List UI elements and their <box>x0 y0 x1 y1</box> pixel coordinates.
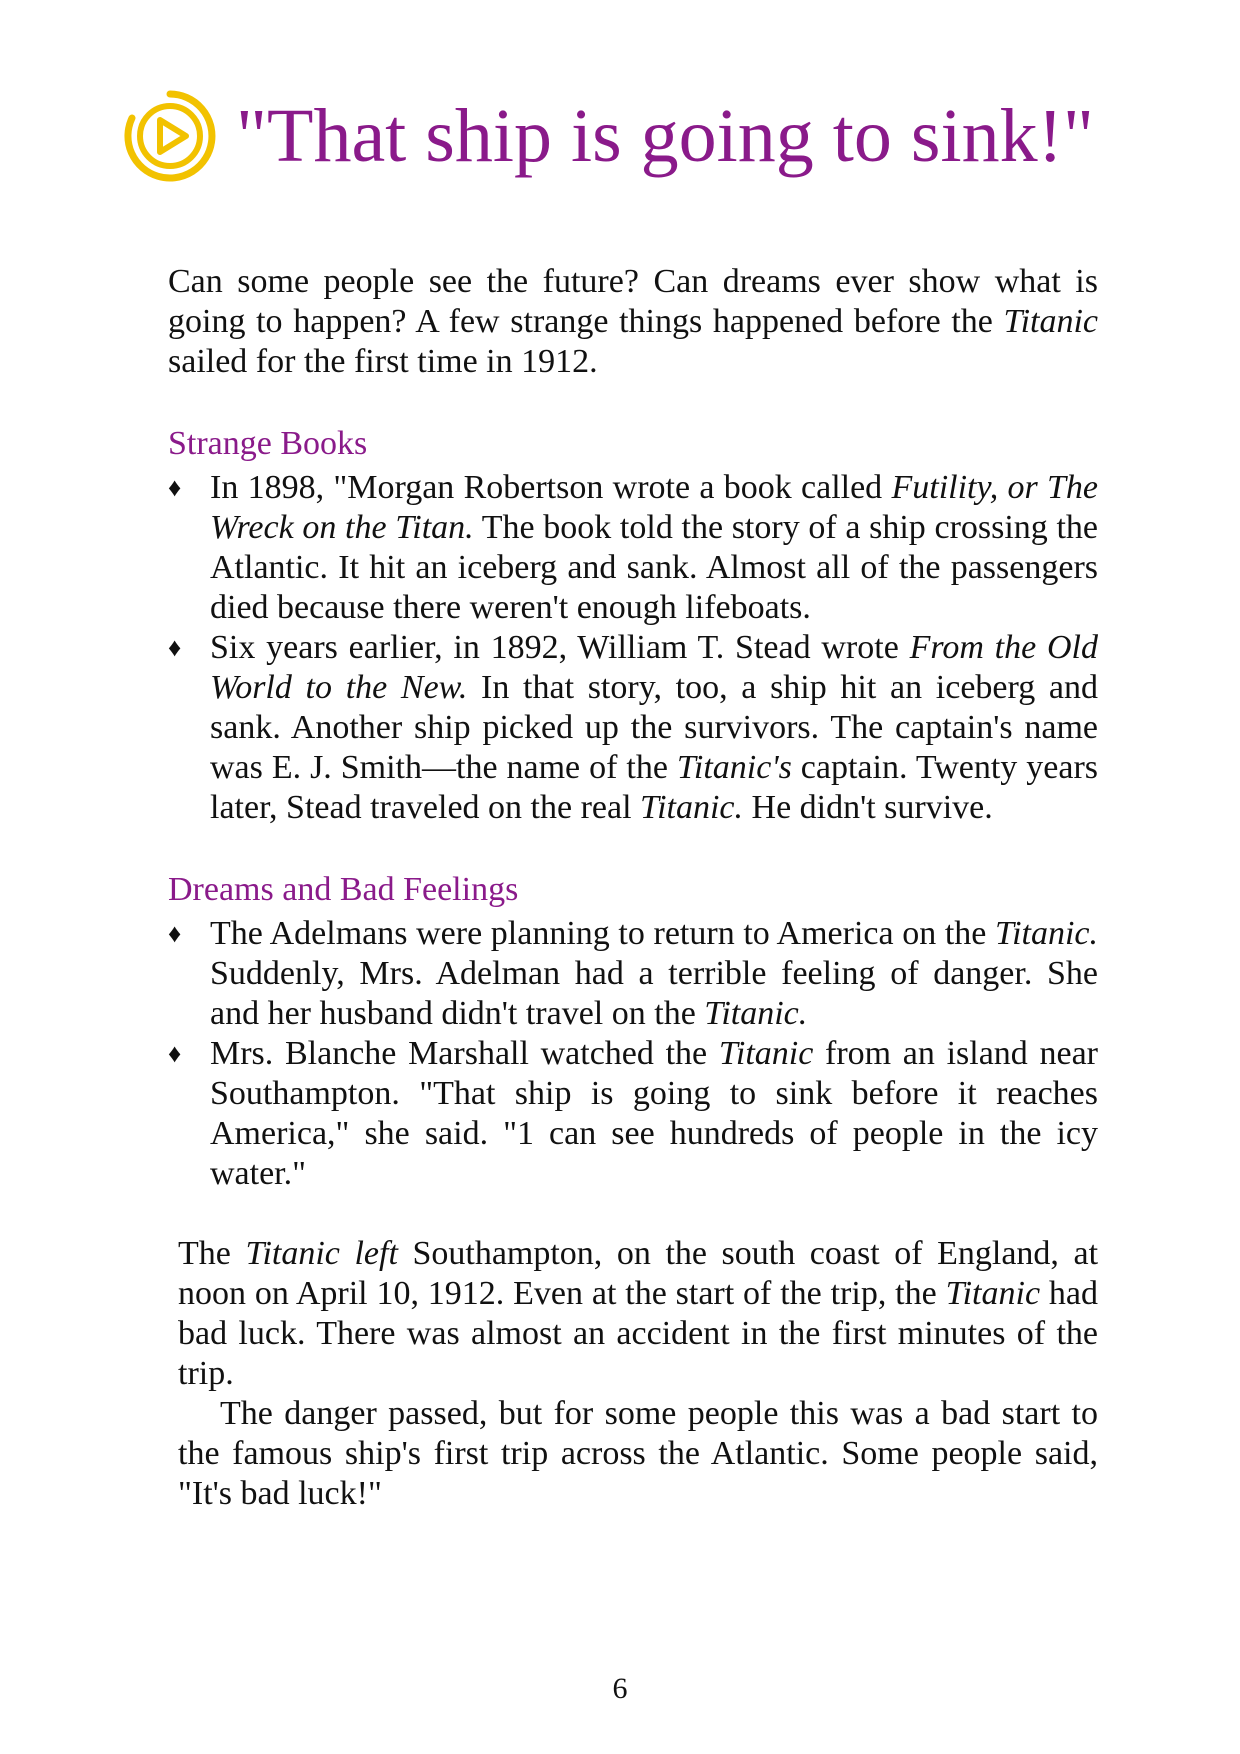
list-item: ♦ Six years earlier, in 1892, William T. Stead wrote From the Old World to the New. In that story, too, a ship hit an iceberg and sank. Another ship picked up the survivors. The captain's name was E. J. Smith—the name of the Titanic's captain. Twenty years later, Stead traveled on the real Titanic. He didn't survive. <box>168 629 1098 826</box>
title-row <box>122 88 1094 184</box>
closing-paragraph: The Titanic left Southampton, on the south coast of England, at noon on April 10, 1912. Even at the start of the trip, the Titanic had bad luck. There was almost an accident in the first minutes of the trip. <box>178 1235 1099 1392</box>
diamond-bullet-icon: ♦ <box>168 919 182 948</box>
strange-books-list <box>168 468 1098 828</box>
play-circle-icon[interactable] <box>122 88 218 184</box>
list-item: ♦ Mrs. Blanche Marshall watched the Titanic from an island near Southampton. "That ship is going to sink before it reaches America," she said. "1 can see hundreds of people in the icy water." <box>168 1035 1098 1192</box>
list-item: ♦ In 1898, "Morgan Robertson wrote a book called Futility, or The Wreck on the Titan. The book told the story of a ship crossing the Atlantic. It hit an iceberg and sank. Almost all of the passengers died because there weren't enough lifeboats. <box>168 469 1099 626</box>
section-heading-dreams: Dreams and Bad Feelings <box>168 871 519 908</box>
closing-paragraph-2: The danger passed, but for some people this was a bad start to the famous ship's first trip across the Atlantic. Some people said, "It's bad luck!" <box>178 1395 1098 1512</box>
diamond-bullet-icon: ♦ <box>168 473 182 502</box>
article-body <box>168 262 1098 1514</box>
dreams-list <box>168 914 1098 1194</box>
intro-paragraph: Can some people see the future? Can dreams ever show what is going to happen? A few strange things happened before the Titanic sailed for the first time in 1912. <box>168 263 1098 380</box>
list-item: ♦ The Adelmans were planning to return to America on the Titanic. Suddenly, Mrs. Adelman had a terrible feeling of danger. She and her husband didn't travel on the Titanic. <box>168 915 1098 1032</box>
diamond-bullet-icon: ♦ <box>168 1039 182 1068</box>
page-title: "That ship is going to sink!" <box>236 94 1094 178</box>
section-heading-strange-books: Strange Books <box>168 425 368 462</box>
page-number: 6 <box>612 1672 628 1705</box>
diamond-bullet-icon: ♦ <box>168 633 182 662</box>
